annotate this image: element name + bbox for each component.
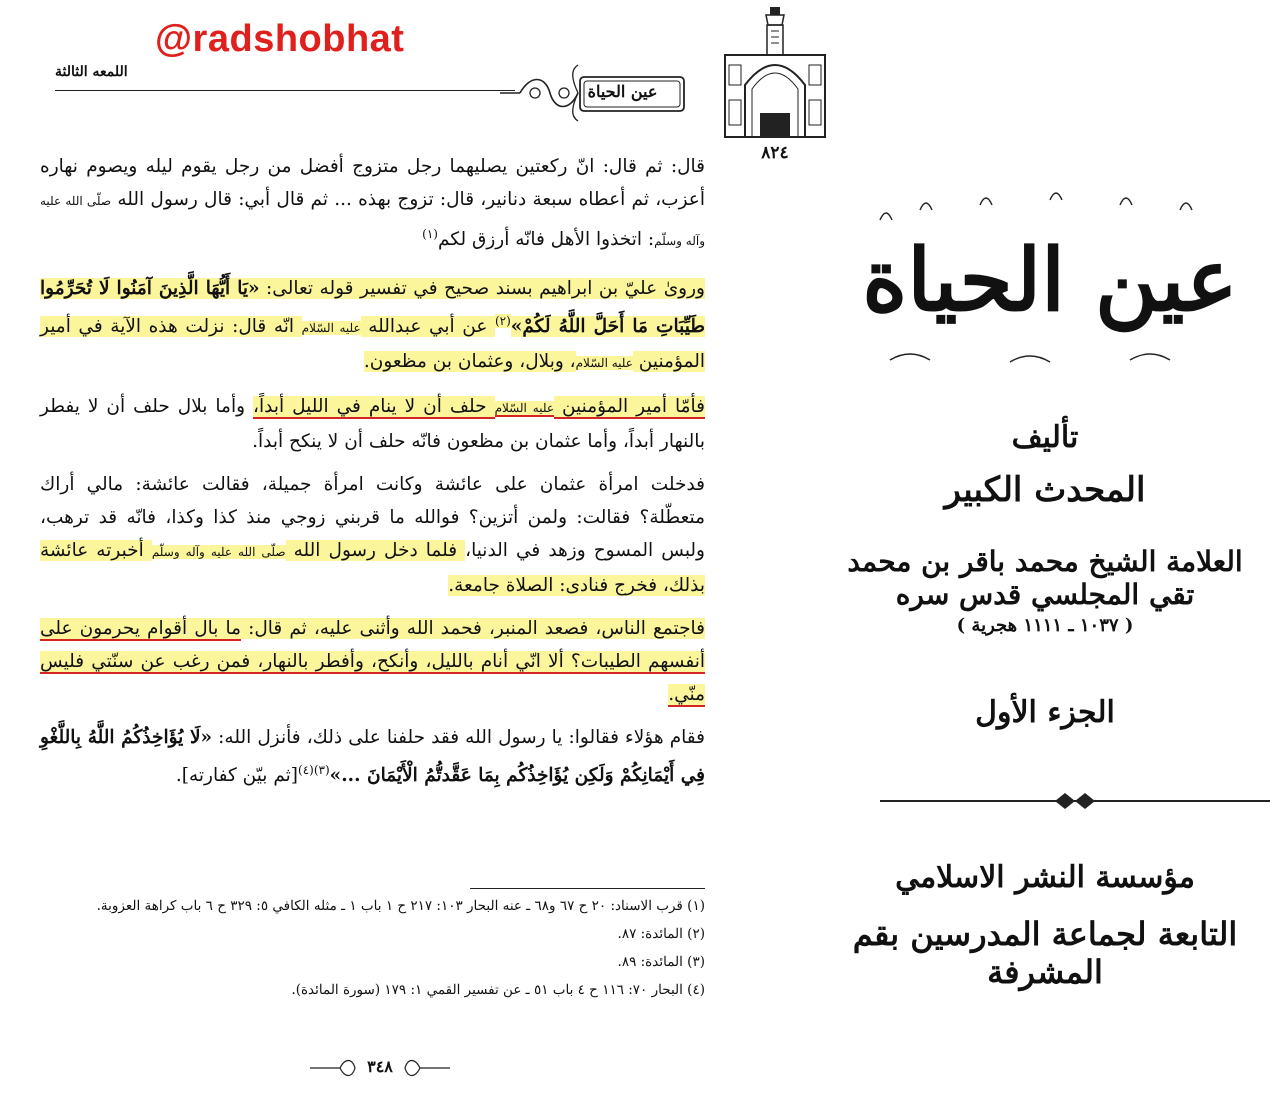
footnote-2: (٢) المائدة: ٨٧. bbox=[617, 926, 705, 942]
ornament-label: عين الحياة bbox=[587, 82, 658, 101]
footnote-rule bbox=[470, 888, 705, 889]
publisher-line-2: التابعة لجماعة المدرسين بقم المشرفة bbox=[852, 915, 1238, 991]
divider-ornament-icon bbox=[880, 790, 1270, 812]
right-page-number: ٨٢٤ bbox=[761, 143, 789, 163]
paragraph-3-text: وأما بلال حلف أن لا يفطر بالنهار أبداً، وأما عثمان بن مظعون فانّه حلف أن لا ينكح أبداً. bbox=[40, 396, 705, 453]
volume-label: الجزء الأول bbox=[975, 695, 1115, 730]
footnote-ref: (١) bbox=[422, 227, 438, 241]
paragraph-4-text: فدخلت امرأة عثمان على عائشة وكانت امرأة جميلة، فقالت عائشة: مالي أراك متعطّلة؟ فقالت: ولمن أتزين؟ فوالله ما قربني زوجي منذ كذا وكذا، فانّه قد ترهب، ولبس المسوح وزهد في الدنيا، bbox=[40, 474, 705, 562]
honorific: عليه السّلام bbox=[494, 401, 554, 416]
highlight-span: انّه قال: نزلت هذه الآية في أمير المؤمنين bbox=[40, 316, 705, 373]
footnote-3: (٣) المائدة: ٨٩. bbox=[617, 954, 705, 970]
highlight-span: عن أبي عبدالله bbox=[360, 316, 495, 338]
right-page bbox=[710, 0, 1280, 1102]
paragraph-2 bbox=[40, 272, 705, 380]
page-number: ٣٤٨ bbox=[367, 1057, 393, 1076]
highlight-span: أخبرته عائشة بذلك، فخرج فنادى: الصلاة جامعة. bbox=[40, 540, 705, 597]
paragraph-5 bbox=[40, 612, 705, 711]
watermark-handle: @radshobhat bbox=[155, 18, 405, 60]
highlight-span: فاجتمع الناس، فصعد المنبر، فحمد الله وأثنى عليه، ثم قال: bbox=[241, 618, 705, 640]
author-name: العلامة الشيخ محمد باقر بن محمد تقي المجلسي قدس سره bbox=[847, 545, 1243, 611]
footnote-4: (٤) البحار ٧٠: ١١٦ ح ٤ باب ٥١ ـ عن تفسير القمي ١: ١٧٩ (سورة المائدة). bbox=[291, 982, 705, 998]
authorship-label: تأليف bbox=[1011, 420, 1079, 455]
quran-verse: «لَا يُؤَاخِذُكُمُ اللَّهُ بِاللَّغْوِ فِي أَيْمَانِكُمْ وَلَكِن يُؤَاخِذُكُم بِمَا عَقَّدتُّمُ الْأَيْمَانَ ...» bbox=[40, 727, 705, 787]
footnote-ref: (٢) bbox=[494, 314, 511, 329]
paragraph-4 bbox=[40, 468, 705, 602]
book-title: عين الحياة bbox=[862, 230, 1238, 331]
publisher-line-1: مؤسسة النشر الاسلامي bbox=[895, 860, 1195, 895]
paragraph-1-text: قال: ثم قال: انّ ركعتين يصليهما رجل متزوج أفضل من رجل يقوم ليله ويصوم نهاره أعزب، ثم أعطاه سبعة دنانير، قال: تزوج بهذه ... ثم قال أبي: قال رسول الله bbox=[40, 156, 705, 210]
quran-verse: «يَا أَيُّهَا الَّذِينَ آمَنُوا لَا تُحَرِّمُوا طَيِّبَاتِ مَا أَحَلَّ اللَّهُ لَكُمْ» bbox=[40, 278, 705, 338]
highlight-span: حلف أن لا ينام في الليل أبداً، bbox=[253, 396, 495, 418]
highlight-span: فلما دخل رسول الله bbox=[285, 540, 466, 562]
footnotes bbox=[40, 892, 705, 1004]
footnote-ref: (٣)(٤) bbox=[298, 763, 330, 778]
paragraph-1 bbox=[40, 150, 705, 258]
shrine-building-icon bbox=[720, 5, 830, 140]
author-epithet: المحدث الكبير bbox=[944, 470, 1146, 510]
paragraph-6-end: [ثم بيّن كفارته]. bbox=[175, 765, 299, 787]
footnote-1: (١) قرب الاسناد: ٢٠ ح ٦٧ و٦٨ ـ عنه البحار ١٠٣: ٢١٧ ح ١ باب ١ ـ مثله الكافي ٥: ٣٢٩ ح ٦ باب كراهة العزوبة. bbox=[96, 898, 705, 914]
paragraph-3 bbox=[40, 390, 705, 458]
highlight-span: ، وبلال، وعثمان بن مظعون. bbox=[363, 351, 576, 373]
paragraph-1-end: : اتخذوا الأهل فانّه أرزق لكم bbox=[437, 229, 655, 251]
body-text bbox=[40, 150, 705, 802]
honorific: صلّى الله عليه وآله وسلّم bbox=[40, 194, 705, 249]
author-dates: ( ١٠٣٧ ـ ١١١١ هجرية ) bbox=[956, 615, 1134, 636]
highlight-span: ورویٰ عليّ بن ابراهيم بسند صحيح في تفسير قوله تعالى: bbox=[259, 278, 705, 300]
running-head: اللمعه الثالثة bbox=[55, 64, 128, 80]
honorific: عليه السّلام bbox=[575, 356, 633, 371]
paragraph-6-text: فقام هؤلاء فقالوا: يا رسول الله فقد حلفنا على ذلك، فأنزل الله: bbox=[212, 727, 705, 749]
header-rule bbox=[55, 90, 515, 91]
paragraph-6 bbox=[40, 721, 705, 792]
honorific: صلّى الله عليه وآله وسلّم bbox=[151, 545, 286, 560]
highlight-span: فأمّا أمير المؤمنين bbox=[553, 396, 705, 418]
highlight-span: ما بال أقوام يحرمون على أنفسهم الطيبات؟ ألا انّي أنام بالليل، وأنكح، وأفطر بالنهار، فمن رغب عن سنّتي فليس منّي. bbox=[40, 618, 705, 706]
honorific: عليه السّلام bbox=[301, 321, 361, 336]
